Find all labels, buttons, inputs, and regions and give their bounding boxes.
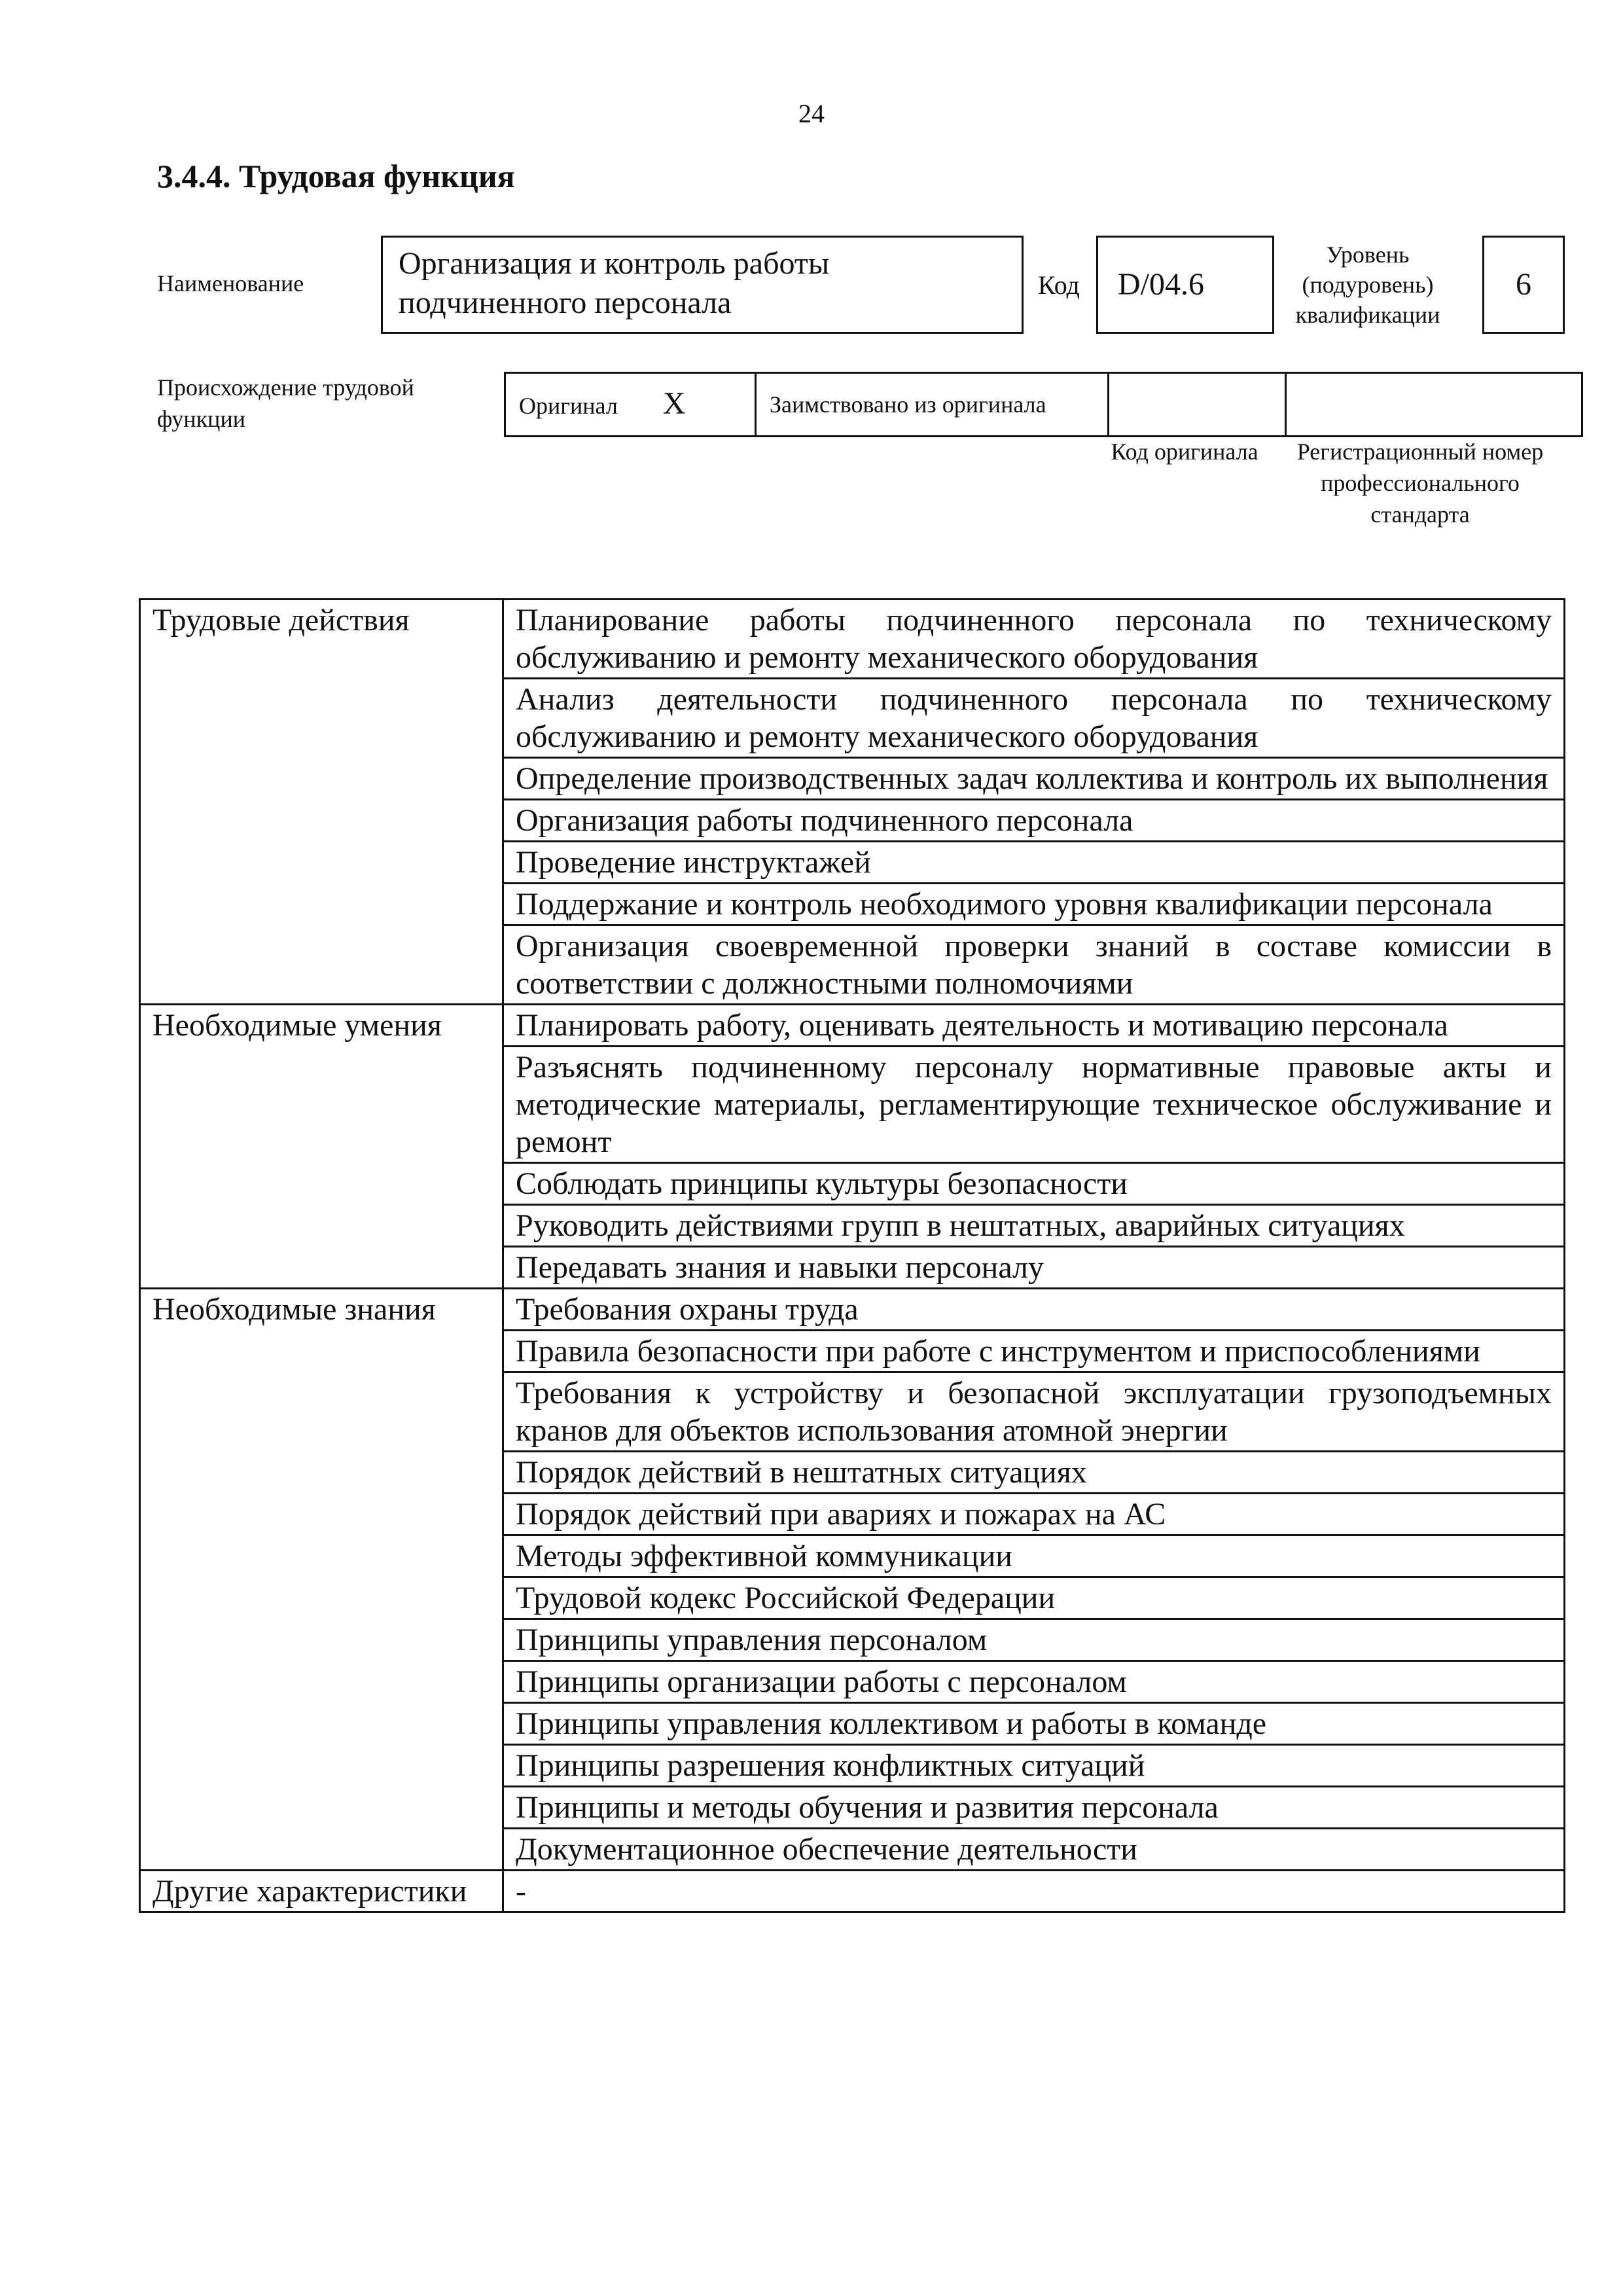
table-item: - <box>503 1871 1565 1912</box>
origin-original-mark: X <box>662 386 686 421</box>
origin-borrowed-cell: Заимствовано из оригинала <box>756 373 1109 437</box>
origin-table <box>504 372 1583 437</box>
table-item: Порядок действий при авариях и пожарах на АС <box>503 1494 1565 1535</box>
section-label: Трудовые действия <box>140 600 503 1005</box>
origin-original-cell <box>505 373 756 437</box>
table-item: Правила безопасности при работе с инструментом и приспособлениями <box>503 1331 1565 1372</box>
table-item: Проведение инструктажей <box>503 842 1565 884</box>
code-original-caption: Код оригинала <box>1111 439 1258 465</box>
reg-number-caption: Регистрационный номер профессионального стандарта <box>1296 439 1544 528</box>
table-item: Принципы управления коллективом и работы в команде <box>503 1703 1565 1745</box>
name-label: Наименование <box>157 270 304 296</box>
table-item: Трудовой кодекс Российской Федерации <box>503 1577 1565 1619</box>
table-item: Поддержание и контроль необходимого уровня квалификации персонала <box>503 884 1565 925</box>
table-row <box>140 1871 1565 1912</box>
table-item: Планировать работу, оценивать деятельность и мотивацию персонала <box>503 1005 1565 1047</box>
table-item: Документационное обеспечение деятельности <box>503 1829 1565 1871</box>
origin-reg-cell <box>1286 373 1582 437</box>
labor-function-table <box>139 598 1565 1913</box>
section-label: Другие характеристики <box>140 1871 503 1912</box>
table-row <box>140 1289 1565 1331</box>
section-title: 3.4.4. Трудовая функция <box>157 158 515 194</box>
code-value-box: D/04.6 <box>1096 236 1274 334</box>
table-item: Порядок действий в нештатных ситуациях <box>503 1452 1565 1494</box>
name-value-box: Организация и контроль работы подчиненного персонала <box>381 236 1024 334</box>
table-item: Принципы организации работы с персоналом <box>503 1661 1565 1703</box>
qualification-level-box: 6 <box>1482 236 1565 334</box>
code-label: Код <box>1038 270 1080 300</box>
origin-label: Происхождение трудовой функции <box>157 374 414 432</box>
origin-code-cell <box>1109 373 1286 437</box>
section-label: Необходимые знания <box>140 1289 503 1871</box>
table-item: Принципы управления персоналом <box>503 1619 1565 1661</box>
table-item: Принципы и методы обучения и развития персонала <box>503 1787 1565 1829</box>
table-row <box>140 1005 1565 1047</box>
table-item: Требования к устройству и безопасной эксплуатации грузоподъемных кранов для объектов использования атомной энергии <box>503 1372 1565 1452</box>
table-item: Организация работы подчиненного персонала <box>503 800 1565 842</box>
table-item: Разъяснять подчиненному персоналу нормативные правовые акты и методические материалы, регламентирующие техническое обслуживание и ремонт <box>503 1047 1565 1163</box>
section-label: Необходимые умения <box>140 1005 503 1289</box>
origin-original-label: Оригинал <box>519 392 618 419</box>
table-item: Передавать знания и навыки персоналу <box>503 1247 1565 1289</box>
table-item: Требования охраны труда <box>503 1289 1565 1331</box>
page-number: 24 <box>798 99 825 128</box>
table-item: Методы эффективной коммуникации <box>503 1535 1565 1577</box>
table-row <box>140 600 1565 679</box>
table-item: Организация своевременной проверки знаний в составе комиссии в соответствии с должностными полномочиями <box>503 925 1565 1005</box>
table-item: Планирование работы подчиненного персонала по техническому обслуживанию и ремонту механического оборудования <box>503 600 1565 679</box>
table-item: Принципы разрешения конфликтных ситуаций <box>503 1745 1565 1787</box>
table-item: Анализ деятельности подчиненного персонала по техническому обслуживанию и ремонту механического оборудования <box>503 679 1565 758</box>
table-item: Руководить действиями групп в нештатных, аварийных ситуациях <box>503 1205 1565 1247</box>
table-item: Определение производственных задач коллектива и контроль их выполнения <box>503 758 1565 800</box>
qualification-level-label: Уровень (подуровень) квалификации <box>1295 242 1440 328</box>
table-item: Соблюдать принципы культуры безопасности <box>503 1163 1565 1205</box>
